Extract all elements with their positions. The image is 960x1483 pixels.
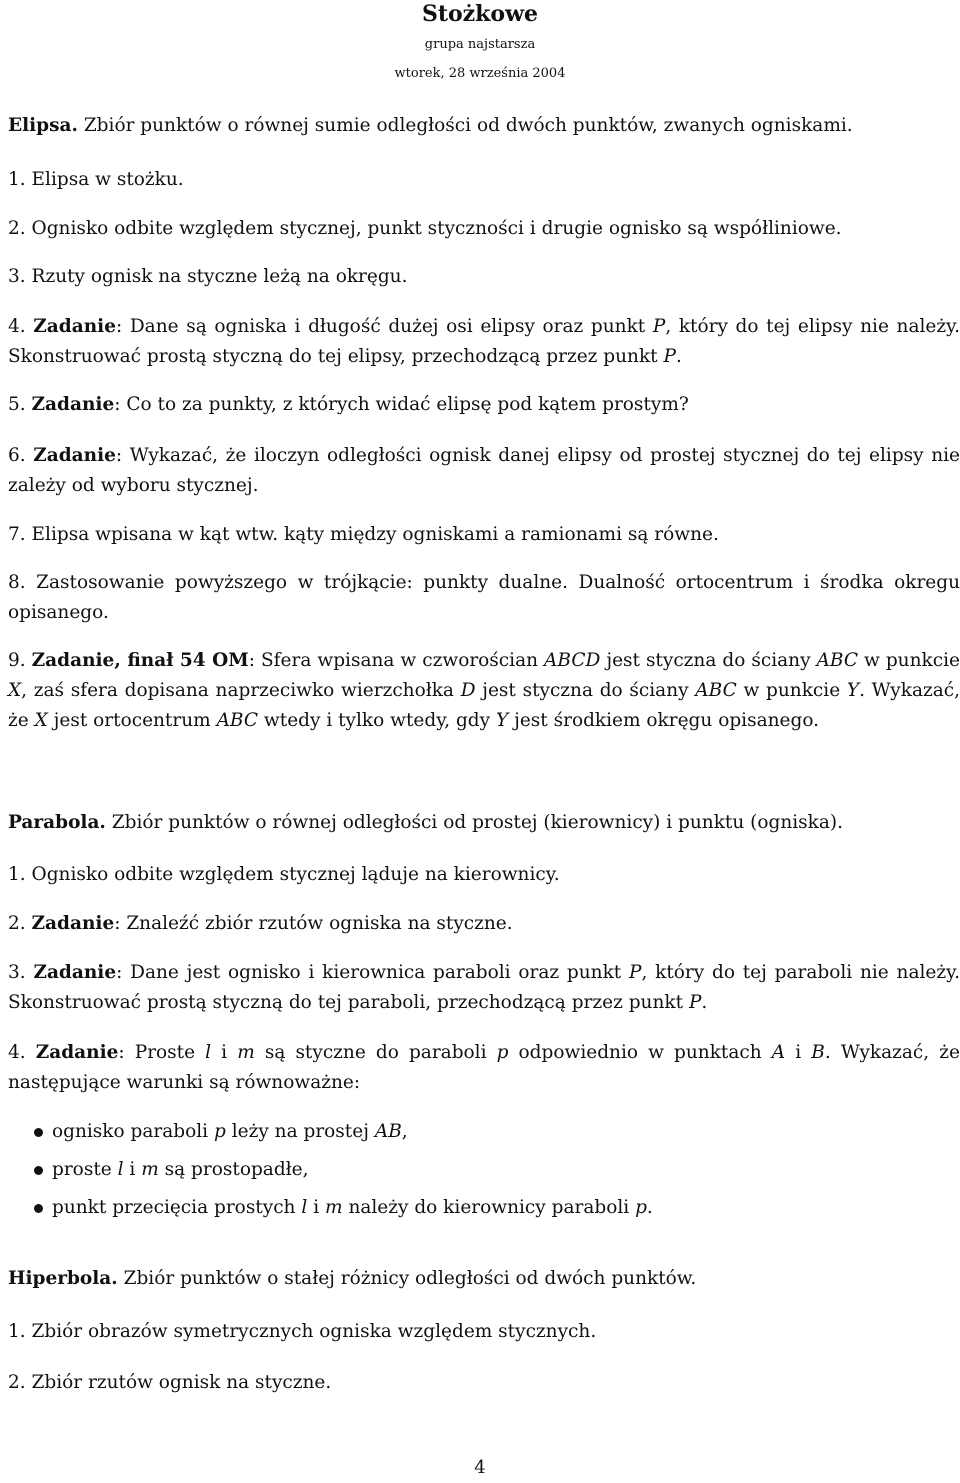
page-number: 4: [474, 1457, 486, 1478]
elipsa-item-7: 7. Elipsa wpisana w kąt wtw. kąty między ogniskami a ramionami są równe.: [8, 524, 719, 545]
elipsa-definition: [8, 111, 960, 141]
page-date: wtorek, 28 września 2004: [394, 66, 566, 81]
parabola-item-2: 2. Zadanie: Znaleźć zbiór rzutów ogniska na styczne.: [8, 913, 513, 934]
page-title: Stożkowe: [421, 1, 539, 27]
parabola-item-4: 4. Zadanie: Proste l i m są styczne do paraboli p odpowiednio w punktach A i B. Wykazać, że następujące warunki są równoważne:: [8, 1042, 960, 1093]
parabola-definition: [8, 808, 960, 838]
elipsa-item-8: 8. Zastosowanie powyższego w trójkącie: punkty dualne. Dualność ortocentrum i środka okregu opisanego.: [8, 572, 960, 623]
hiperbola-item-2: 2. Zbiór rzutów ognisk na styczne.: [8, 1372, 332, 1393]
elipsa-definition-text: Zbiór punktów o równej sumie odległości od dwóch punktów, zwanych ogniskami.: [83, 115, 853, 136]
elipsa-item-9: 9. Zadanie, finał 54 OM: Sfera wpisana w czworościan ABCD jest styczna do ściany ABC w punkcie X, zaś sfera dopisana naprzeciwko wierzchołka D jest styczna do ściany ABC w punkcie Y. Wykazać, że X jest ortocentrum ABC wtedy i tylko wtedy, gdy Y jest środkiem okręgu opisanego.: [8, 650, 960, 731]
elipsa-item-3: 3. Rzuty ognisk na styczne leżą na okręgu.: [8, 266, 408, 287]
bullet-icon: [34, 1166, 43, 1175]
parabola-item-1: 1. Ognisko odbite względem stycznej ląduje na kierownicy.: [8, 864, 560, 885]
task-label: Zadanie, finał 54 OM: [31, 650, 249, 671]
elipsa-heading: Elipsa.: [8, 115, 78, 136]
hiperbola-item-1: 1. Zbiór obrazów symetrycznych ogniska względem stycznych.: [8, 1321, 597, 1342]
parabola-item-3: 3. Zadanie: Dane jest ognisko i kierownica paraboli oraz punkt P, który do tej paraboli nie należy. Skonstruować prostą styczną do tej paraboli, przechodzącą przez punkt P.: [8, 962, 960, 1013]
task-label: Zadanie: [35, 1042, 119, 1063]
bullet-icon: [34, 1204, 43, 1213]
task-label: Zadanie: [33, 316, 116, 337]
bullet-icon: [34, 1128, 43, 1137]
parabola-heading: Parabola.: [8, 812, 106, 833]
hiperbola-definition-text: Zbiór punktów o stałej różnicy odległości od dwóch punktów.: [123, 1268, 697, 1289]
hiperbola-heading: Hiperbola.: [8, 1268, 118, 1289]
task-label: Zadanie: [31, 913, 115, 934]
hiperbola-definition: [8, 1264, 960, 1294]
task-label: Zadanie: [33, 962, 117, 983]
parabola-definition-text: Zbiór punktów o równej odległości od prostej (kierownicy) i punktu (ogniska).: [111, 812, 844, 833]
elipsa-item-4: 4. Zadanie: Dane są ogniska i długość dużej osi elipsy oraz punkt P, który do tej elipsy nie należy. Skonstruować prostą styczną do tej elipsy, przechodzącą przez punkt P.: [8, 316, 960, 367]
parabola-condition-3: punkt przecięcia prostych l i m należy do kierownicy paraboli p.: [52, 1193, 952, 1223]
elipsa-item-5: 5. Zadanie: Co to za punkty, z których widać elipsę pod kątem prostym?: [8, 394, 689, 415]
elipsa-item-2: 2. Ognisko odbite względem stycznej, punkt styczności i drugie ognisko są współliniowe.: [8, 218, 842, 239]
page-subtitle: grupa najstarsza: [424, 37, 536, 52]
parabola-condition-1: ognisko paraboli p leży na prostej AB,: [52, 1117, 952, 1147]
task-label: Zadanie: [33, 445, 116, 466]
task-label: Zadanie: [31, 394, 115, 415]
elipsa-item-6: 6. Zadanie: Wykazać, że iloczyn odległości ognisk danej elipsy od prostej stycznej do tej elipsy nie zależy od wyboru stycznej.: [8, 445, 960, 496]
parabola-condition-2: proste l i m są prostopadłe,: [52, 1155, 952, 1185]
elipsa-item-1: 1. Elipsa w stożku.: [8, 169, 184, 190]
